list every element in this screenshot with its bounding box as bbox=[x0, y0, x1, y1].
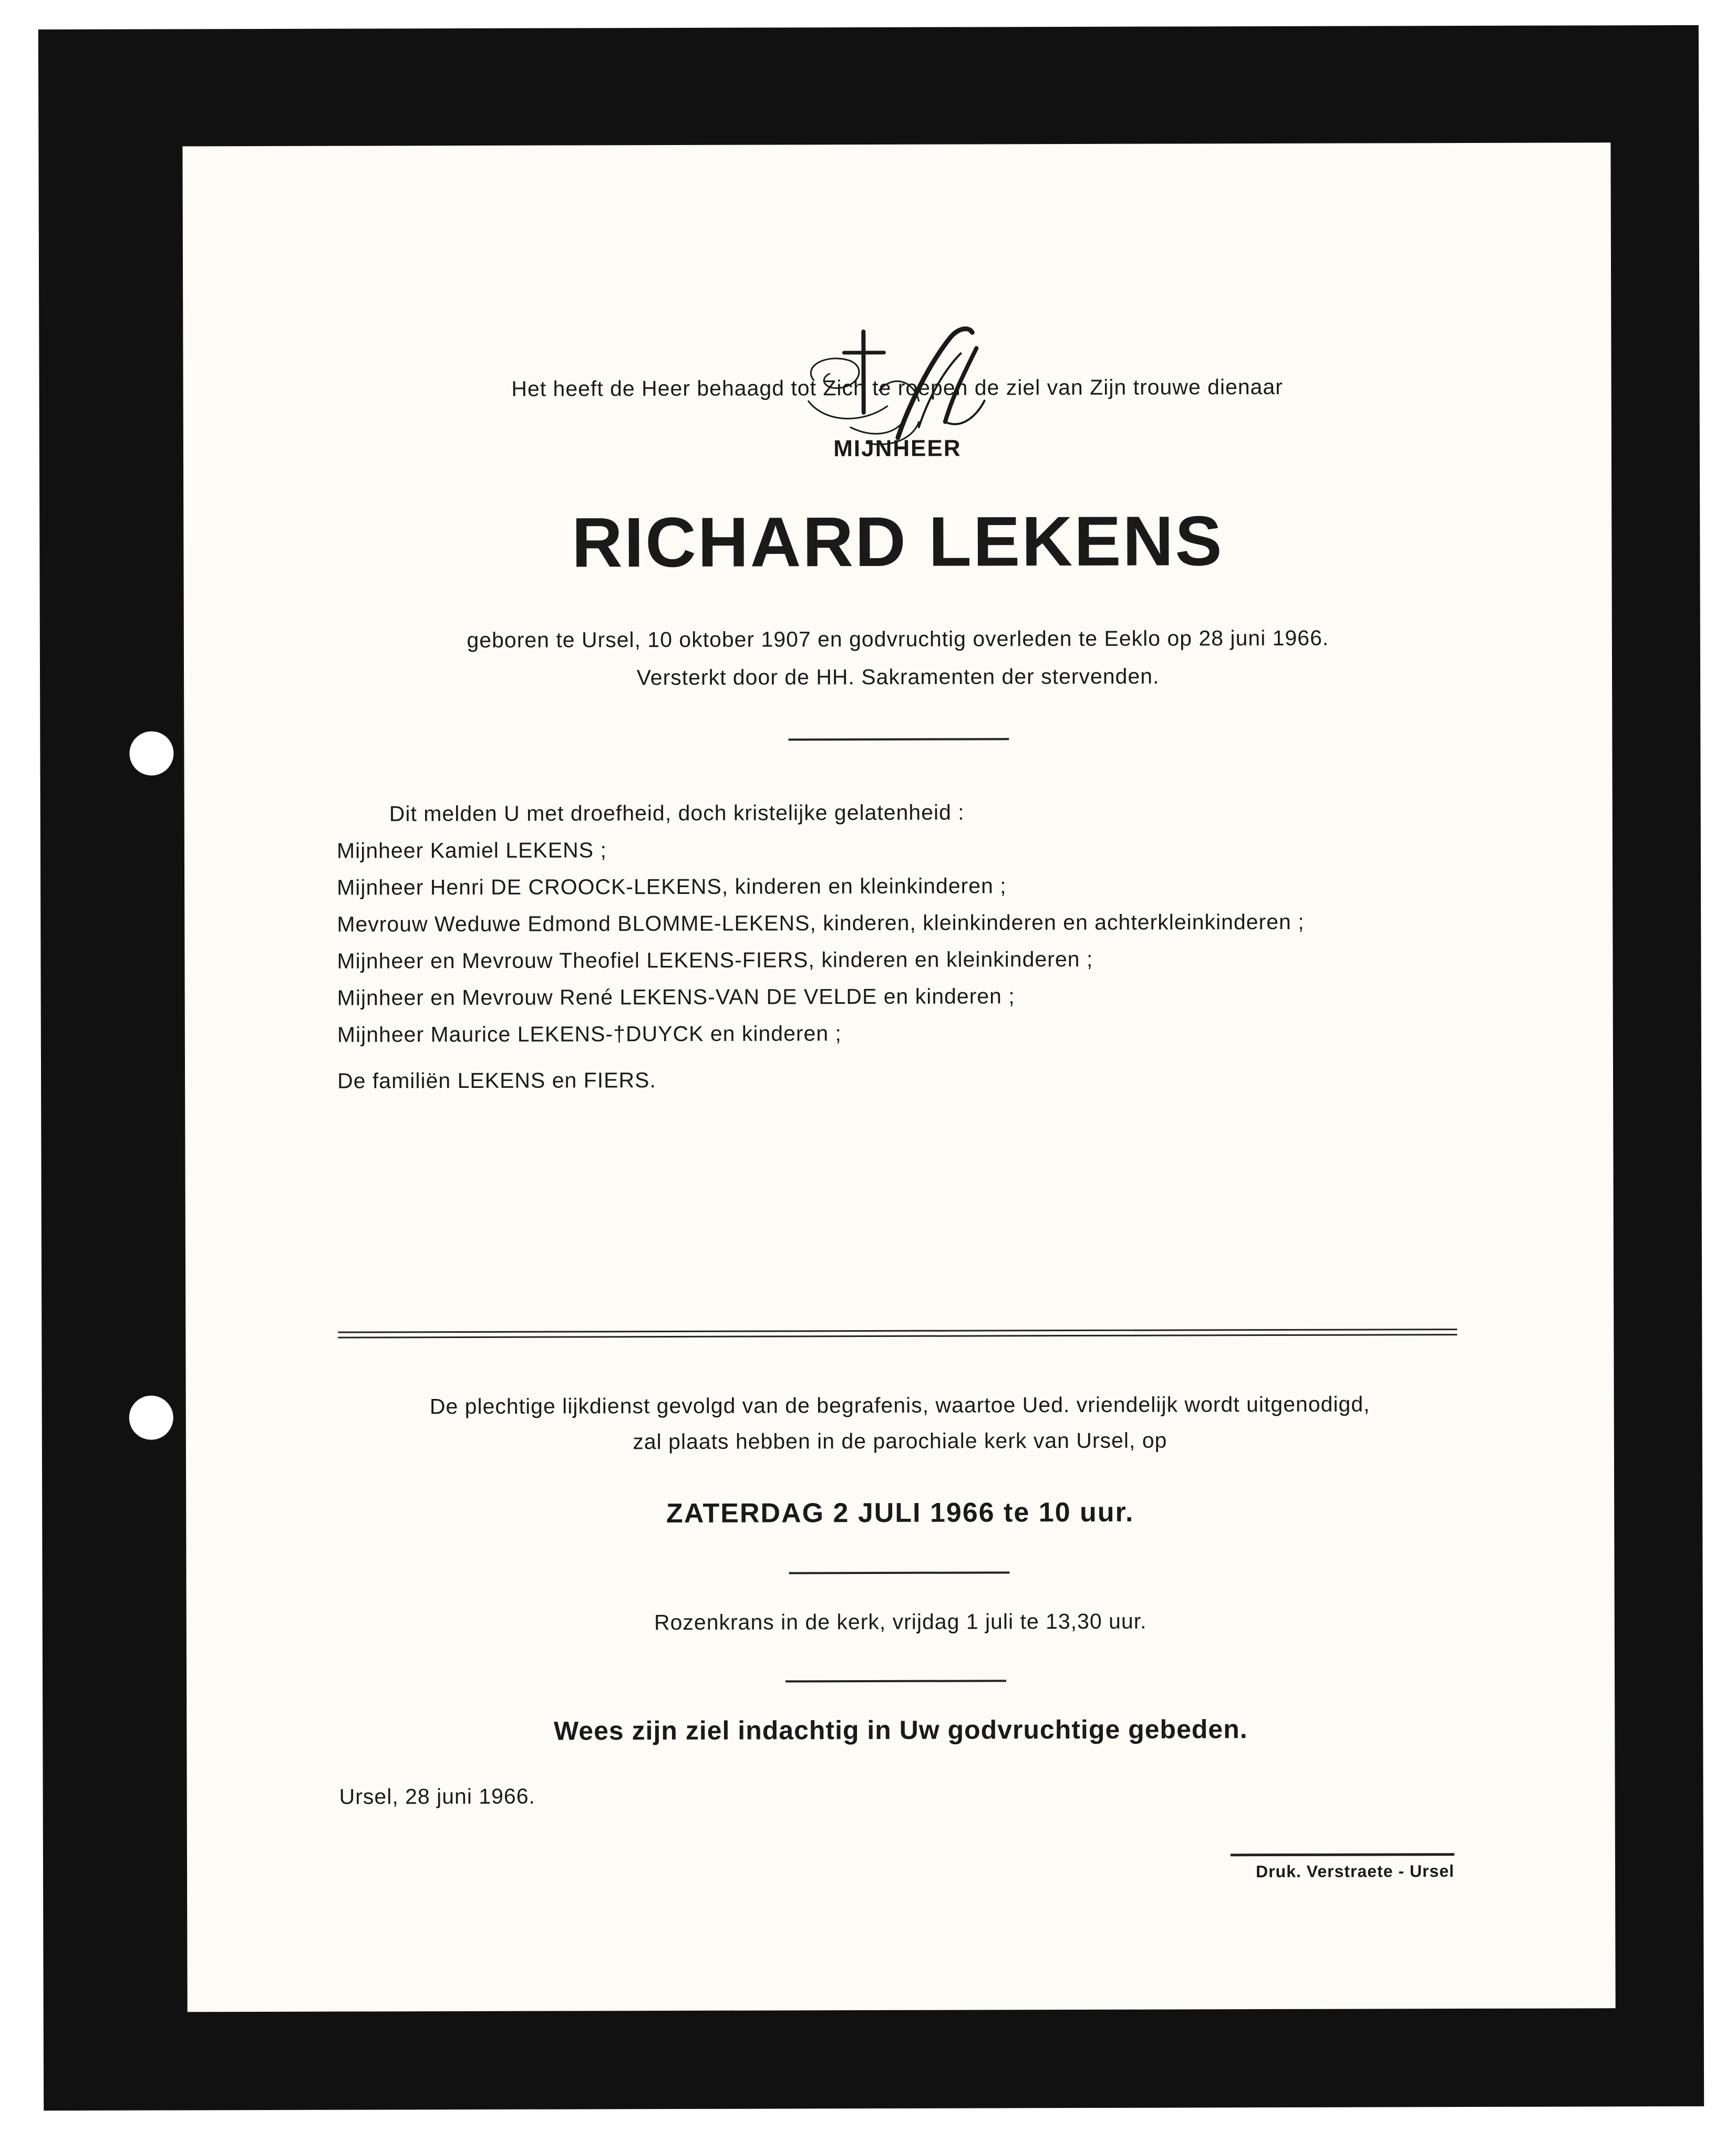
birth-death-line: geboren te Ursel, 10 oktober 1907 en godvruchtig overleden te Eeklo op 28 juni 1966. bbox=[467, 625, 1329, 653]
divider bbox=[1231, 1853, 1454, 1856]
family-member: Mijnheer en Mevrouw René LEKENS-VAN DE VELDE en kinderen ; bbox=[337, 984, 1015, 1010]
families-line: De familiën LEKENS en FIERS. bbox=[337, 1068, 656, 1093]
printer-credit: Druk. Verstraete - Ursel bbox=[1256, 1861, 1455, 1881]
service-text: De plechtige lijkdienst gevolgd van de begrafenis, waartoe Ued. vriendelijk wordt uitgenodigd, bbox=[429, 1392, 1370, 1419]
sacraments-line: Versterkt door de HH. Sakramenten der stervenden. bbox=[636, 664, 1160, 690]
family-member: Mijnheer Henri DE CROOCK-LEKENS, kinderen en kleinkinderen ; bbox=[337, 873, 1007, 900]
double-divider bbox=[338, 1334, 1457, 1339]
divider bbox=[788, 738, 1009, 740]
announcement-text: Dit melden U met droefheid, doch kristelijke gelatenheid : bbox=[389, 800, 965, 826]
place-date: Ursel, 28 juni 1966. bbox=[339, 1784, 535, 1809]
family-member: Mevrouw Weduwe Edmond BLOMME-LEKENS, kinderen, kleinkinderen en achterkleinkinderen ; bbox=[337, 909, 1305, 937]
punch-hole bbox=[129, 731, 173, 775]
salutation: MIJNHEER bbox=[833, 435, 962, 462]
black-mourning-border bbox=[38, 25, 1704, 2111]
double-divider bbox=[338, 1329, 1457, 1333]
family-member: Mijnheer Maurice LEKENS-†DUYCK en kinderen ; bbox=[337, 1021, 842, 1047]
rosary-line: Rozenkrans in de kerk, vrijdag 1 juli te 13,30 uur. bbox=[654, 1609, 1147, 1635]
divider bbox=[786, 1680, 1006, 1682]
prayer-line: Wees zijn ziel indachtig in Uw godvruchtige gebeden. bbox=[553, 1714, 1248, 1746]
deceased-name: RICHARD LEKENS bbox=[571, 502, 1224, 582]
family-member: Mijnheer en Mevrouw Theofiel LEKENS-FIERS, kinderen en kleinkinderen ; bbox=[337, 946, 1093, 973]
death-notice-card bbox=[182, 142, 1615, 2012]
divider bbox=[789, 1571, 1010, 1574]
family-member: Mijnheer Kamiel LEKENS ; bbox=[336, 838, 607, 863]
punch-hole bbox=[129, 1395, 173, 1439]
service-date: ZATERDAG 2 JULI 1966 te 10 uur. bbox=[666, 1497, 1134, 1529]
intro-text: Het heeft de Heer behaagd tot Zich te roepen de ziel van Zijn trouwe dienaar bbox=[511, 374, 1283, 401]
service-text: zal plaats hebben in de parochiale kerk van Ursel, op bbox=[633, 1428, 1167, 1454]
